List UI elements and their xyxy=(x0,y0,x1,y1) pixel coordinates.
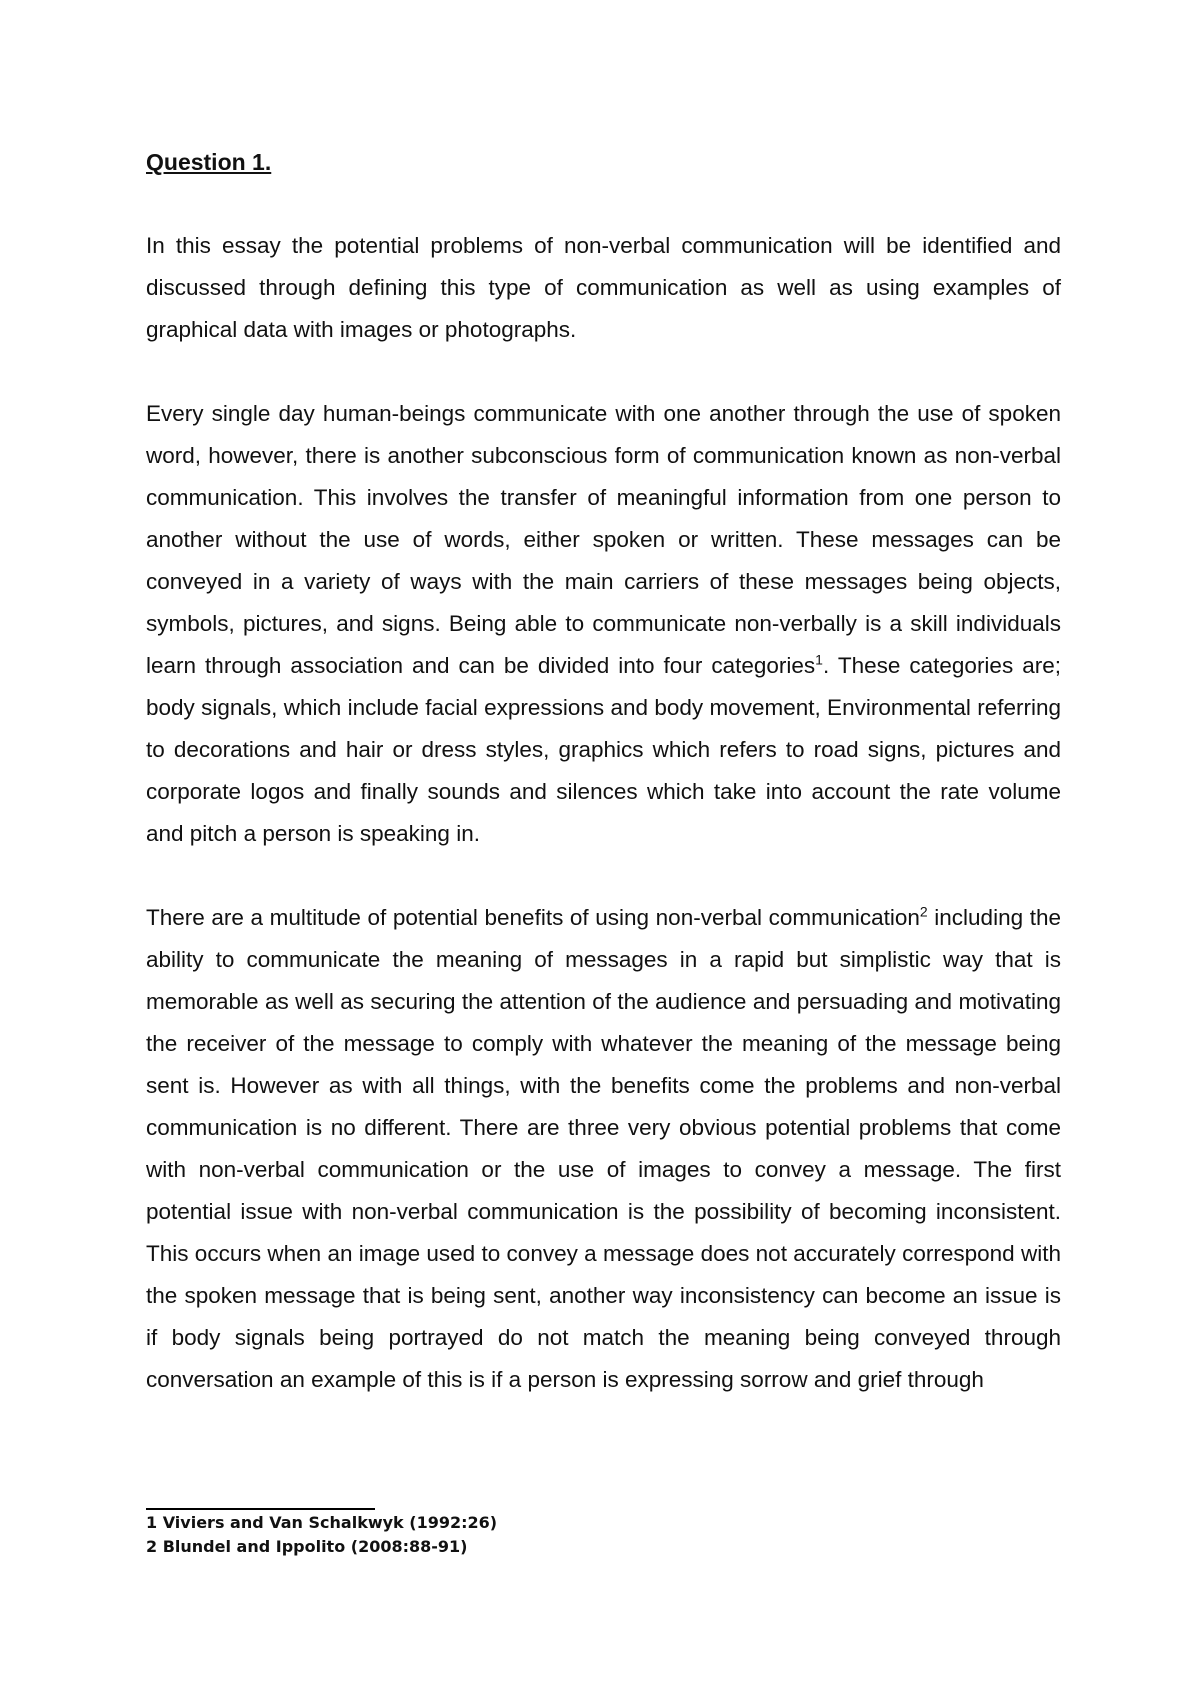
benefits-text-end: including the ability to communicate the meaning of messages in a rapid but simplistic way that is memorable as well as securing the attention of the audience and persuading and motivating the receiver of the message to comply with whatever the meaning of the message being sent is. However as with all things, with the benefits come the problems and non-verbal communication is no different. There are three very obvious potential problems that come with non-verbal communication or the use of images to convey a message. The first potential issue with non-verbal communication is the possibility of becoming inconsistent. This occurs when an image used to convey a message does not accurately correspond with the spoken message that is being sent, another way inconsistency can become an issue is if body signals being portrayed do not match the meaning being conveyed through conversation an example of this is if a person is expressing sorrow and grief through xyxy=(146,905,1061,1392)
definition-text-start: Every single day human-beings communicate with one another through the use of spoken word, however, there is another subconscious form of communication known as non-verbal communication. This involves the transfer of meaningful information from one person to another without the use of words, either spoken or written. These messages can be conveyed in a variety of ways with the main carriers of these messages being objects, symbols, pictures, and signs. Being able to communicate non-verbally is a skill individuals learn through association and can be divided into four categories xyxy=(146,401,1061,678)
definition-paragraph xyxy=(146,393,1061,855)
intro-paragraph: In this essay the potential problems of non-verbal communication will be identified and discussed through defining this type of communication as well as using examples of graphical data with images or photographs. xyxy=(146,233,1061,342)
question-heading: Question 1. xyxy=(146,149,272,175)
footnotes xyxy=(146,1511,746,1559)
footnote-2: 2 Blundel and Ippolito (2008:88-91) xyxy=(146,1537,468,1556)
definition-text-end: . These categories are; body signals, which include facial expressions and body movement, Environmental referring to decorations and hair or dress styles, graphics which refers to road signs, pictures and corporate logos and finally sounds and silences which take into account the rate volume and pitch a person is speaking in. xyxy=(146,653,1061,846)
footnote-ref-2: 2 xyxy=(919,903,928,920)
footnote-divider xyxy=(146,1508,375,1510)
document-body xyxy=(146,141,1061,1401)
benefits-text-start: There are a multitude of potential benefits of using non-verbal communication xyxy=(146,905,920,930)
benefits-paragraph xyxy=(146,897,1061,1401)
footnote-ref-1: 1 xyxy=(815,651,823,668)
footnote-1: 1 Viviers and Van Schalkwyk (1992:26) xyxy=(146,1513,498,1532)
